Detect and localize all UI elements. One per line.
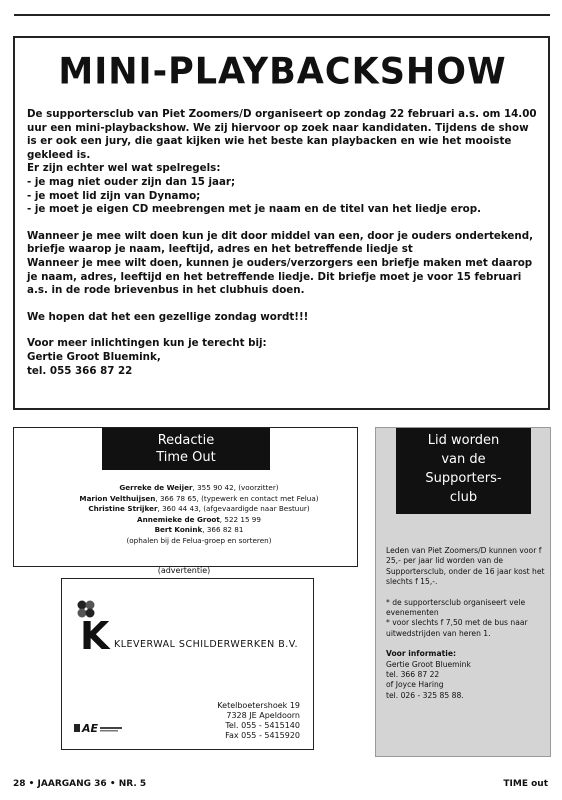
contact-line: tel. 055 366 87 22: [27, 364, 133, 377]
info-line: of Joyce Haring: [386, 680, 444, 690]
membership-bullet: * voor slechts f 7,50 met de bus naar uitwedstrijden van heren 1.: [386, 618, 528, 638]
article-paragraph: Wanneer je mee wilt doen kun je dit door middel van een, door je ouders ondertekend, briefje waarop je naam, leeftijd, adres en het betreffende liedje st: [27, 229, 534, 256]
membership-intro: Leden van Piet Zoomers/D kunnen voor f 25,- per jaar lid worden van de Supportersclub, onder de 16 jaar kost het slechts f 15,-.: [386, 546, 545, 587]
article-rule: - je moet je eigen CD meebrengen met je naam en de titel van het liedje erop.: [27, 203, 482, 216]
ae-logo-icon: [74, 721, 124, 735]
contact-line: Voor meer inlichtingen kun je terecht bij:: [27, 337, 267, 350]
article-title: MINI-PLAYBACKSHOW: [58, 51, 507, 93]
membership-body: [386, 546, 546, 701]
article-closing: We hopen dat het een gezellige zondag wordt!!!: [27, 310, 309, 323]
info-line: tel. 026 - 325 85 88.: [386, 690, 464, 700]
article-paragraph: Er zijn echter wel wat spelregels:: [27, 162, 221, 175]
info-line: tel. 366 87 22: [386, 670, 440, 680]
article-body: [27, 108, 538, 378]
membership-bullet: * de supportersclub organiseert vele evenementen: [386, 597, 526, 618]
redactie-member: Gerreke de Weijer, 355 90 42, (voorzitter): [119, 483, 279, 492]
membership-panel: [375, 427, 551, 757]
footer-magazine-name: TIME out: [503, 779, 548, 789]
company-address: Ketelboetershoek 19 7328 JE Apeldoorn Tel. 055 - 5415140 Fax 055 - 5415920: [217, 701, 300, 740]
article-rule: - je mag niet ouder zijn dan 15 jaar;: [27, 175, 236, 188]
contact-line: Gertie Groot Bluemink,: [27, 350, 161, 363]
company-name: KLEVERWAL SCHILDERWERKEN B.V.: [114, 639, 299, 650]
redactie-members: [54, 483, 344, 547]
top-rule: [14, 14, 550, 16]
info-line: Gertie Groot Bluemink: [386, 659, 471, 669]
redactie-member: Annemieke de Groot, 522 15 99: [137, 514, 261, 524]
article-box: [13, 36, 550, 410]
redactie-member: Marion Velthuijsen, 366 78 65, (typewerk en contact met Felua): [79, 493, 319, 503]
redactie-box: [13, 427, 358, 567]
article-rule: - je moet lid zijn van Dynamo;: [27, 189, 201, 202]
footer-issue: 28 • JAARGANG 36 • NR. 5: [13, 779, 147, 789]
company-logo-letter: K: [80, 614, 110, 658]
article-paragraph: De supportersclub van Piet Zoomers/D organiseert op zondag 22 februari a.s. om 14.00 uur een mini-playbackshow. We zij hiervoor op zoek naar kandidaten. Tijdens de show is er ook een jury, die gaat kijken wie het beste kan playbacken en wie het mooiste gekleed is.: [27, 108, 537, 161]
membership-heading: Lid worden van de Supporters- club: [396, 428, 531, 514]
redactie-heading: Redactie Time Out: [102, 428, 270, 470]
redactie-member: Christine Strijker, 360 44 43, (afgevaardigde naar Bestuur): [88, 504, 310, 514]
redactie-member: Bert Konink, 366 82 81: [154, 525, 244, 535]
redactie-note: (ophalen bij de Felua-groep en sorteren): [126, 535, 272, 545]
article-paragraph: Wanneer je mee wilt doen, kunnen je ouders/verzorgers een briefje maken met daarop je naam, adres, leeftijd en het betreffende liedje. Dit briefje moet je voor 15 februari a.s. in de rode brievenbus in het clubhuis doen.: [27, 256, 533, 297]
advert-label: (advertentie): [157, 566, 211, 575]
advert-box: [61, 578, 314, 750]
info-heading: Voor informatie:: [386, 649, 457, 659]
svg-text:AE: AE: [82, 722, 99, 735]
